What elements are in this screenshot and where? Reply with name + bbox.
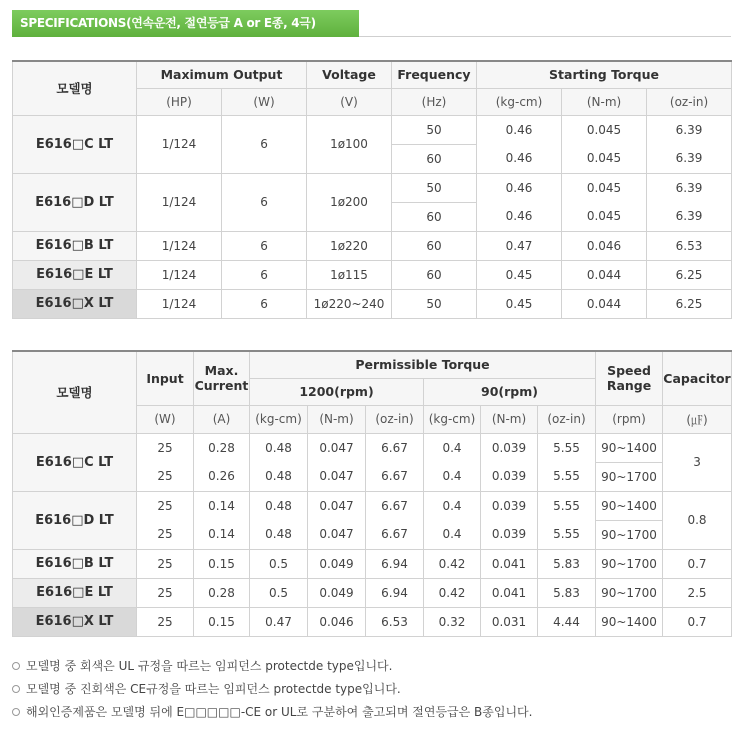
input-header: Input (137, 351, 194, 405)
ozin-cell: 6.25 (647, 260, 732, 289)
ozin-90-cell: 5.83 (538, 578, 596, 607)
capacitor-cell: 2.5 (663, 578, 732, 607)
ozin-90-cell: 4.44 (538, 607, 596, 636)
hz-cell: 60 (392, 231, 477, 260)
kgcm-90-cell: 0.32 (424, 607, 481, 636)
capacitor-header: Capacitor (663, 351, 732, 405)
capacitor-cell: 0.7 (663, 607, 732, 636)
ozin-cell: 6.39 (647, 202, 732, 231)
unit-cell: (HP) (137, 88, 222, 115)
rpm-90-header: 90(rpm) (424, 378, 596, 405)
unit-cell: (oz-in) (538, 405, 596, 433)
hp-cell: 1/124 (137, 260, 222, 289)
nm-1200-cell: 0.047 (308, 491, 366, 520)
speed-cell: 90~1700 (596, 520, 663, 549)
watt-cell: 6 (222, 231, 307, 260)
ozin-cell: 6.39 (647, 144, 732, 173)
table-row (13, 578, 732, 607)
spec-table-output (12, 60, 732, 319)
current-cell: 0.14 (194, 491, 250, 520)
note-text: 모델명 중 진회색은 CE규정을 따르는 임피던스 protectde type입니다. (26, 682, 401, 696)
model-name: E616□E LT (13, 260, 137, 289)
note-item (12, 655, 532, 678)
input-cell: 25 (137, 520, 194, 549)
nm-90-cell: 0.039 (481, 462, 538, 491)
hp-cell: 1/124 (137, 231, 222, 260)
ozin-cell: 6.25 (647, 289, 732, 318)
kgcm-cell: 0.46 (477, 202, 562, 231)
kgcm-1200-cell: 0.48 (250, 462, 308, 491)
kgcm-cell: 0.45 (477, 260, 562, 289)
input-cell: 25 (137, 462, 194, 491)
hp-cell: 1/124 (137, 173, 222, 231)
hz-cell: 60 (392, 260, 477, 289)
unit-cell: (N-m) (308, 405, 366, 433)
voltage-cell: 1ø115 (307, 260, 392, 289)
nm-cell: 0.045 (562, 173, 647, 202)
kgcm-cell: 0.47 (477, 231, 562, 260)
kgcm-cell: 0.45 (477, 289, 562, 318)
hz-cell: 60 (392, 202, 477, 231)
nm-1200-cell: 0.049 (308, 549, 366, 578)
ozin-1200-cell: 6.53 (366, 607, 424, 636)
model-name: E616□E LT (13, 578, 137, 607)
unit-cell: (A) (194, 405, 250, 433)
kgcm-90-cell: 0.4 (424, 462, 481, 491)
nm-cell: 0.045 (562, 115, 647, 144)
ozin-1200-cell: 6.94 (366, 578, 424, 607)
voltage-header: Voltage (307, 61, 392, 88)
ozin-1200-cell: 6.67 (366, 462, 424, 491)
unit-cell: (kg-cm) (250, 405, 308, 433)
speed-cell: 90~1400 (596, 491, 663, 520)
model-name: E616□X LT (13, 289, 137, 318)
ozin-90-cell: 5.55 (538, 520, 596, 549)
table-row (13, 433, 732, 462)
spec-table-torque (12, 350, 732, 637)
table-row (13, 289, 732, 318)
speed-cell: 90~1400 (596, 433, 663, 462)
unit-cell: (kg-cm) (477, 88, 562, 115)
kgcm-1200-cell: 0.48 (250, 433, 308, 462)
watt-cell: 6 (222, 115, 307, 173)
notes-list (12, 655, 532, 724)
hz-cell: 60 (392, 144, 477, 173)
circle-bullet-icon (12, 708, 20, 716)
kgcm-90-cell: 0.4 (424, 491, 481, 520)
nm-90-cell: 0.041 (481, 578, 538, 607)
rpm-1200-header: 1200(rpm) (250, 378, 424, 405)
hz-cell: 50 (392, 173, 477, 202)
hp-cell: 1/124 (137, 115, 222, 173)
nm-90-cell: 0.031 (481, 607, 538, 636)
nm-1200-cell: 0.046 (308, 607, 366, 636)
table-row (13, 549, 732, 578)
model-name: E616□B LT (13, 549, 137, 578)
table-row (13, 491, 732, 520)
model-name: E616□C LT (13, 433, 137, 491)
speed-cell: 90~1700 (596, 578, 663, 607)
hp-cell: 1/124 (137, 289, 222, 318)
current-cell: 0.26 (194, 462, 250, 491)
max-current-header: Max. Current (194, 351, 250, 405)
unit-cell: (oz-in) (366, 405, 424, 433)
nm-cell: 0.046 (562, 231, 647, 260)
circle-bullet-icon (12, 685, 20, 693)
table-row (13, 115, 732, 144)
kgcm-90-cell: 0.4 (424, 520, 481, 549)
kgcm-90-cell: 0.4 (424, 433, 481, 462)
nm-1200-cell: 0.047 (308, 433, 366, 462)
input-cell: 25 (137, 491, 194, 520)
current-cell: 0.15 (194, 607, 250, 636)
kgcm-cell: 0.46 (477, 115, 562, 144)
unit-cell: (rpm) (596, 405, 663, 433)
kgcm-90-cell: 0.42 (424, 549, 481, 578)
model-header: 모델명 (13, 351, 137, 433)
speed-cell: 90~1700 (596, 462, 663, 491)
ozin-90-cell: 5.55 (538, 462, 596, 491)
starting-torque-header: Starting Torque (477, 61, 732, 88)
capacitor-cell: 0.7 (663, 549, 732, 578)
ozin-1200-cell: 6.67 (366, 491, 424, 520)
kgcm-1200-cell: 0.5 (250, 549, 308, 578)
unit-cell: (oz-in) (647, 88, 732, 115)
note-item (12, 701, 532, 724)
ozin-1200-cell: 6.67 (366, 433, 424, 462)
unit-cell: (Hz) (392, 88, 477, 115)
table-row (13, 260, 732, 289)
capacitor-cell: 0.8 (663, 491, 732, 549)
model-name: E616□D LT (13, 173, 137, 231)
kgcm-cell: 0.46 (477, 144, 562, 173)
input-cell: 25 (137, 549, 194, 578)
note-text: 해외인증제품은 모델명 뒤에 E□□□□□-CE or UL로 구분하여 출고되며 절연등급은 B종입니다. (26, 705, 533, 719)
nm-90-cell: 0.039 (481, 520, 538, 549)
unit-cell: (N-m) (562, 88, 647, 115)
kgcm-cell: 0.46 (477, 173, 562, 202)
current-cell: 0.14 (194, 520, 250, 549)
note-text: 모델명 중 회색은 UL 규정을 따르는 임피던스 protectde type입니다. (26, 659, 393, 673)
ozin-1200-cell: 6.67 (366, 520, 424, 549)
unit-cell: (W) (222, 88, 307, 115)
capacitor-cell: 3 (663, 433, 732, 491)
nm-1200-cell: 0.047 (308, 520, 366, 549)
ozin-90-cell: 5.55 (538, 433, 596, 462)
nm-1200-cell: 0.049 (308, 578, 366, 607)
kgcm-1200-cell: 0.5 (250, 578, 308, 607)
current-cell: 0.28 (194, 433, 250, 462)
table-row (13, 607, 732, 636)
unit-cell: (V) (307, 88, 392, 115)
nm-cell: 0.045 (562, 144, 647, 173)
ozin-90-cell: 5.55 (538, 491, 596, 520)
current-cell: 0.15 (194, 549, 250, 578)
unit-cell: (N-m) (481, 405, 538, 433)
ozin-1200-cell: 6.94 (366, 549, 424, 578)
table-row (13, 231, 732, 260)
input-cell: 25 (137, 433, 194, 462)
ozin-cell: 6.39 (647, 115, 732, 144)
nm-90-cell: 0.039 (481, 433, 538, 462)
current-cell: 0.28 (194, 578, 250, 607)
input-cell: 25 (137, 607, 194, 636)
banner-divider (359, 36, 731, 37)
speed-cell: 90~1700 (596, 549, 663, 578)
unit-cell: (kg-cm) (424, 405, 481, 433)
nm-cell: 0.044 (562, 260, 647, 289)
note-item (12, 678, 532, 701)
hz-cell: 50 (392, 115, 477, 144)
ozin-cell: 6.53 (647, 231, 732, 260)
section-title: SPECIFICATIONS(연속운전, 절연등급 A or E종, 4극) (20, 16, 316, 30)
nm-90-cell: 0.039 (481, 491, 538, 520)
frequency-header: Frequency (392, 61, 477, 88)
nm-cell: 0.044 (562, 289, 647, 318)
watt-cell: 6 (222, 173, 307, 231)
model-header: 모델명 (13, 61, 137, 115)
kgcm-1200-cell: 0.48 (250, 491, 308, 520)
table-row (13, 173, 732, 202)
model-name: E616□D LT (13, 491, 137, 549)
ozin-90-cell: 5.83 (538, 549, 596, 578)
model-name: E616□B LT (13, 231, 137, 260)
voltage-cell: 1ø200 (307, 173, 392, 231)
nm-1200-cell: 0.047 (308, 462, 366, 491)
unit-cell: (W) (137, 405, 194, 433)
kgcm-90-cell: 0.42 (424, 578, 481, 607)
hz-cell: 50 (392, 289, 477, 318)
ozin-cell: 6.39 (647, 173, 732, 202)
speed-cell: 90~1400 (596, 607, 663, 636)
max-output-header: Maximum Output (137, 61, 307, 88)
input-cell: 25 (137, 578, 194, 607)
model-name: E616□X LT (13, 607, 137, 636)
section-banner (12, 10, 359, 37)
voltage-cell: 1ø220~240 (307, 289, 392, 318)
permissible-torque-header: Permissible Torque (250, 351, 596, 378)
nm-cell: 0.045 (562, 202, 647, 231)
unit-cell: (㎌) (663, 405, 732, 433)
watt-cell: 6 (222, 260, 307, 289)
voltage-cell: 1ø100 (307, 115, 392, 173)
speed-range-header: Speed Range (596, 351, 663, 405)
kgcm-1200-cell: 0.48 (250, 520, 308, 549)
nm-90-cell: 0.041 (481, 549, 538, 578)
circle-bullet-icon (12, 662, 20, 670)
kgcm-1200-cell: 0.47 (250, 607, 308, 636)
watt-cell: 6 (222, 289, 307, 318)
model-name: E616□C LT (13, 115, 137, 173)
voltage-cell: 1ø220 (307, 231, 392, 260)
